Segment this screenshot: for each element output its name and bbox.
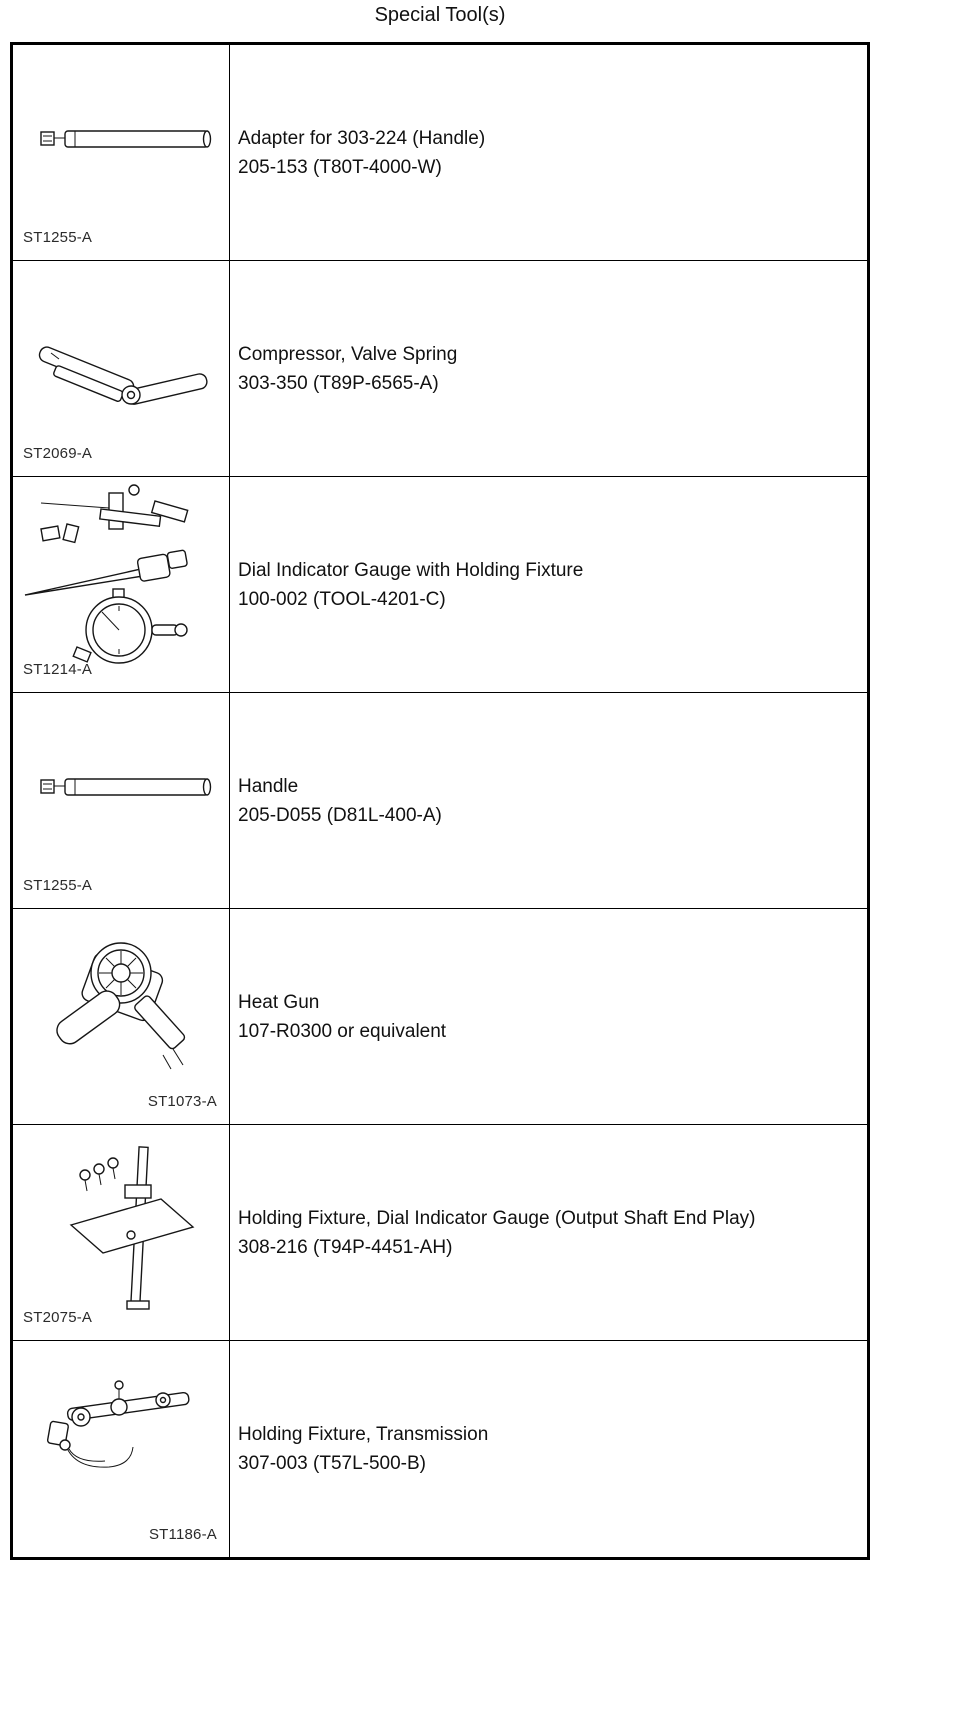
figure-label: ST1255-A [23, 877, 93, 894]
special-tools-table [10, 42, 870, 1560]
figure-label: ST2069-A [23, 445, 93, 462]
table-row [13, 45, 867, 261]
table-row [13, 1125, 867, 1341]
tool-description-cell [230, 693, 867, 908]
tool-name: Heat Gun [238, 991, 320, 1013]
tool-description-cell [230, 45, 867, 260]
tool-name: Holding Fixture, Transmission [238, 1424, 489, 1445]
tool-figure-cell [13, 45, 230, 260]
tool-figure-cell [13, 261, 230, 476]
tool-figure-cell [13, 1341, 230, 1557]
tool-number: 307-003 (T57L-500-B) [238, 1453, 426, 1474]
table-row [13, 909, 867, 1125]
handle-tool-icon [13, 693, 230, 908]
tool-name: Dial Indicator Gauge with Holding Fixture [238, 559, 584, 581]
tool-description-cell [230, 261, 867, 476]
table-row [13, 1341, 867, 1557]
tool-name: Holding Fixture, Dial Indicator Gauge (Output Shaft End Play) [238, 1207, 756, 1229]
dial-indicator-gauge-tool-icon [13, 477, 230, 692]
tool-number: 303-350 (T89P-6565-A) [238, 372, 439, 394]
tool-number: 308-216 (T94P-4451-AH) [238, 1236, 453, 1258]
heat-gun-tool-icon [13, 909, 230, 1124]
tool-description-cell [230, 477, 867, 692]
figure-label: ST1255-A [23, 229, 93, 246]
tool-description-cell [230, 1341, 867, 1557]
tool-number: 205-153 (T80T-4000-W) [238, 156, 442, 178]
tool-figure-cell [13, 477, 230, 692]
holding-fixture-dial-indicator-tool-icon [13, 1125, 230, 1340]
tool-name: Handle [238, 775, 299, 797]
tool-figure-cell [13, 1125, 230, 1340]
table-row [13, 477, 867, 693]
valve-spring-compressor-tool-icon [13, 261, 230, 476]
tool-figure-cell [13, 693, 230, 908]
tool-number: 205-D055 (D81L-400-A) [238, 804, 442, 826]
tool-name: Adapter for 303-224 (Handle) [238, 127, 486, 149]
figure-label: ST2075-A [23, 1309, 93, 1326]
tool-number: 107-R0300 or equivalent [238, 1020, 447, 1042]
transmission-holding-fixture-tool-icon [13, 1341, 230, 1557]
table-row [13, 261, 867, 477]
figure-label: ST1186-A [148, 1526, 217, 1543]
figure-label: ST1214-A [23, 661, 93, 678]
tool-figure-cell [13, 909, 230, 1124]
tool-number: 100-002 (TOOL-4201-C) [238, 588, 446, 610]
page-title: Special Tool(s) [374, 4, 506, 26]
figure-label: ST1073-A [147, 1093, 217, 1110]
tool-description-cell [230, 1125, 867, 1340]
adapter-handle-tool-icon [13, 45, 230, 260]
table-row [13, 693, 867, 909]
tool-name: Compressor, Valve Spring [238, 343, 458, 365]
tool-description-cell [230, 909, 867, 1124]
